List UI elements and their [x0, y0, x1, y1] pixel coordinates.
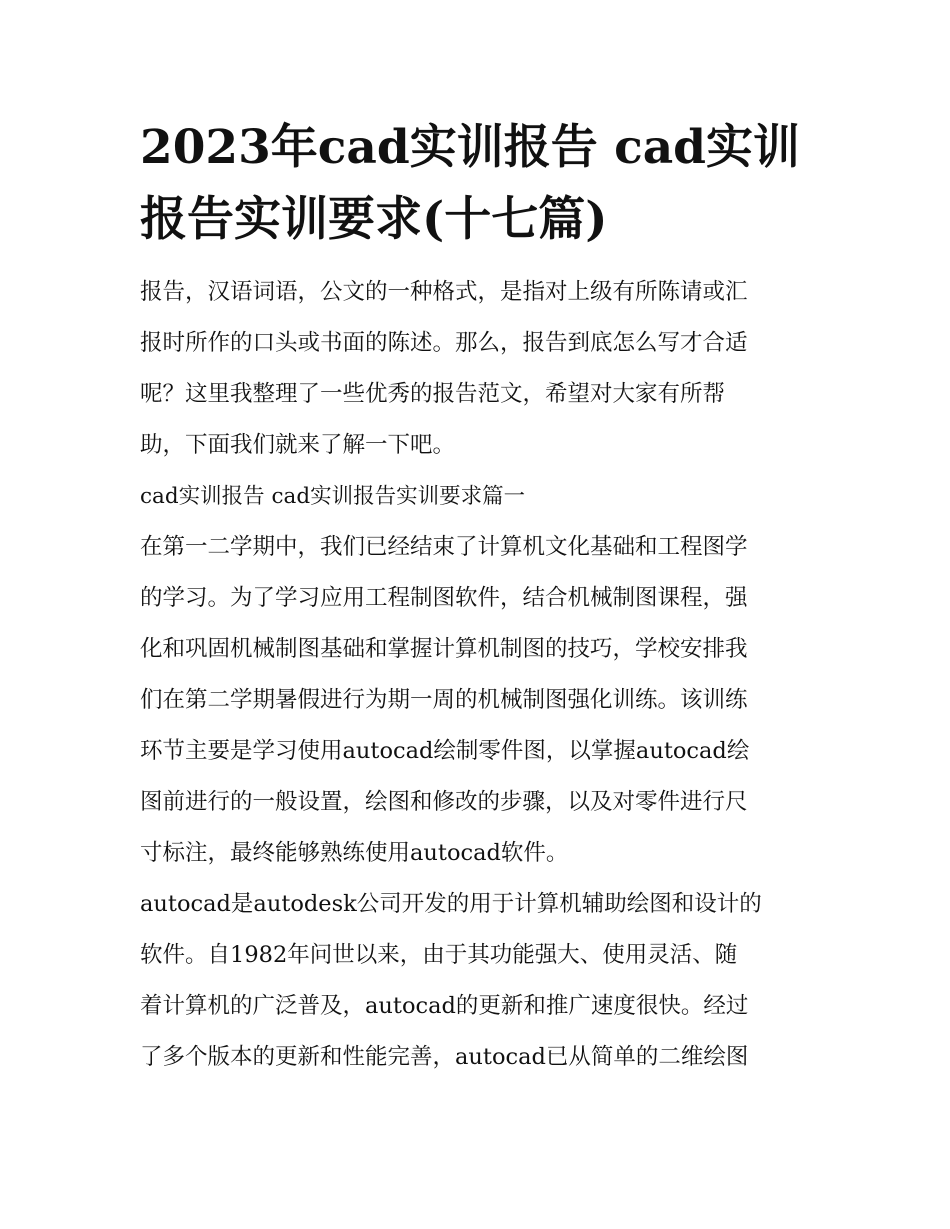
intro-paragraph: [140, 267, 815, 471]
text-line: 的学习。为了学习应用工程制图软件，结合机械制图课程，强: [140, 585, 748, 611]
text-line: 呢？这里我整理了一些优秀的报告范文，希望对大家有所帮: [140, 381, 726, 407]
title-line: 报告实训要求(十七篇): [140, 192, 608, 247]
text-line: 软件。自1982年问世以来，由于其功能强大、使用灵活、随: [140, 942, 738, 968]
text-line: 了多个版本的更新和性能完善，autocad已从简单的二维绘图: [140, 1044, 749, 1070]
section-heading: cad实训报告 cad实训报告实训要求篇一: [140, 484, 526, 509]
text-line: autocad是autodesk公司开发的用于计算机辅助绘图和设计的: [140, 891, 762, 917]
text-line: 化和巩固机械制图基础和掌握计算机制图的技巧，学校安排我: [140, 636, 748, 662]
text-line: 着计算机的广泛普及，autocad的更新和推广速度很快。经过: [140, 993, 749, 1019]
text-line: 在第一二学期中，我们已经结束了计算机文化基础和工程图学: [140, 534, 748, 560]
title-line: 2023年cad实训报告 cad实训: [140, 120, 801, 175]
text-line: 报时所作的口头或书面的陈述。那么，报告到底怎么写才合适: [140, 330, 748, 356]
body-paragraph-1: [140, 522, 815, 879]
text-line: 环节主要是学习使用autocad绘制零件图，以掌握autocad绘: [140, 738, 750, 764]
text-line: 报告，汉语词语，公文的一种格式，是指对上级有所陈请或汇: [140, 279, 748, 305]
text-line: 助，下面我们就来了解一下吧。: [140, 432, 456, 458]
body-paragraph-2: [140, 879, 815, 1083]
text-line: 们在第二学期暑假进行为期一周的机械制图强化训练。该训练: [140, 687, 748, 713]
document-content: [140, 112, 815, 1083]
document-title: [140, 112, 815, 256]
text-line: 图前进行的一般设置，绘图和修改的步骤，以及对零件进行尺: [140, 789, 748, 815]
text-line: 寸标注，最终能够熟练使用autocad软件。: [140, 840, 569, 866]
